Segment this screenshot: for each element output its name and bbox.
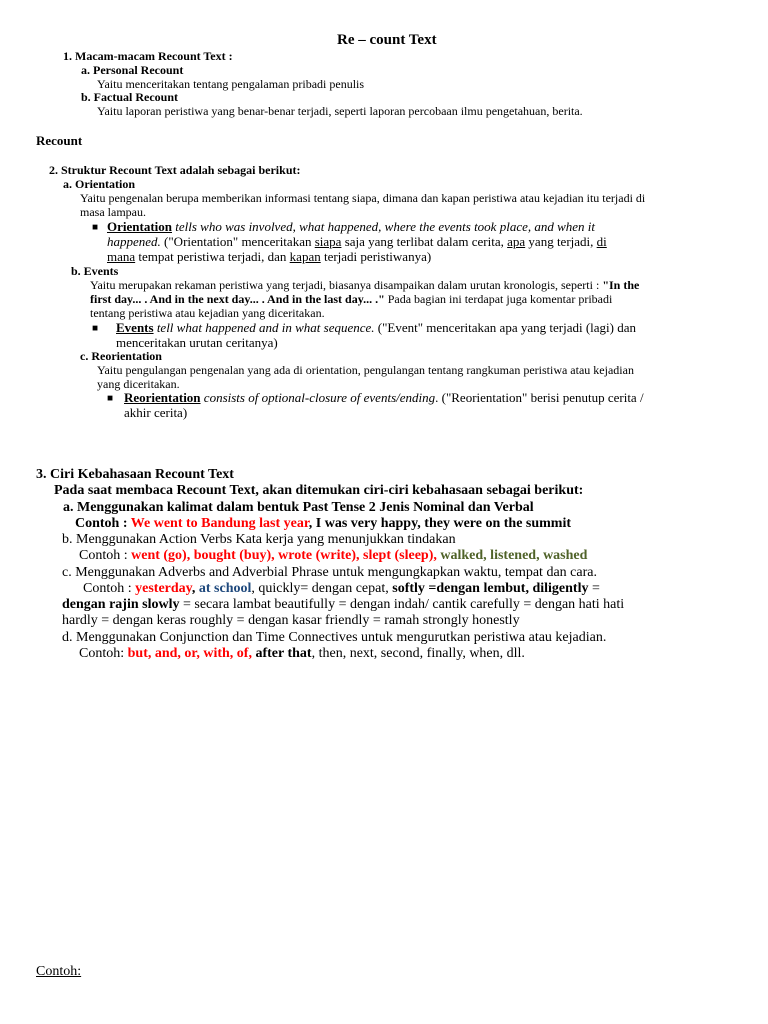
feature-c-heading: c. Menggunakan Adverbs and Adverbial Phrase untuk mengungkapkan waktu, tempat dan cara. (62, 565, 597, 580)
reorientation-bullet-line-1: Reorientation consists of optional-closure of events/ending. ("Reorientation" berisi penutup cerita / (124, 390, 644, 405)
orientation-term: Orientation (107, 219, 172, 234)
orientation-bullet-line-3: mana tempat peristiwa terjadi, dan kapan terjadi peristiwanya) (107, 249, 432, 264)
events-text-3: tentang peristiwa atau kejadian yang diceritakan. (90, 306, 325, 320)
reorientation-term: Reorientation (124, 390, 201, 405)
example-label: Contoh: (36, 964, 82, 979)
bullet-icon: ■ (92, 323, 99, 334)
feature-c-line-1: Contoh : yesterday, at school, quickly= dengan cepat, softly =dengan lembut, diligently = (83, 581, 600, 596)
reorientation-heading: c. Reorientation (80, 349, 162, 363)
feature-b-heading: b. Menggunakan Action Verbs Kata kerja yang menunjukkan tindakan (62, 532, 456, 547)
bullet-icon: ■ (92, 222, 99, 233)
feature-c-line-3: hardly = dengan keras roughly = dengan kasar friendly = ramah strongly honestly (62, 613, 520, 628)
events-bullet-line-2: menceritakan urutan ceritanya) (116, 335, 278, 350)
feature-d-example: Contoh: but, and, or, with, of, after that, then, next, second, finally, when, dll. (79, 646, 525, 661)
section-1-heading: 1. Macam-macam Recount Text : (63, 49, 233, 63)
reorientation-text-1: Yaitu pengulangan pengenalan yang ada di orientation, pengulangan tentang rangkuman peristiwa atau kejadian (97, 363, 634, 377)
events-bullet-line-1: Events tell what happened and in what sequence. ("Event" menceritakan apa yang terjadi (lagi) dan (116, 320, 636, 335)
factual-recount-text: Yaitu laporan peristiwa yang benar-benar terjadi, seperti laporan percobaan ilmu pengetahuan, berita. (97, 104, 583, 118)
bullet-icon: ■ (107, 393, 114, 404)
personal-recount-heading: a. Personal Recount (81, 63, 184, 77)
section-3-heading: 3. Ciri Kebahasaan Recount Text (36, 467, 234, 482)
personal-recount-text: Yaitu menceritakan tentang pengalaman pribadi penulis (97, 77, 365, 91)
events-term: Events (116, 320, 154, 335)
orientation-bullet-line-2: happened. ("Orientation" menceritakan siapa saja yang terlibat dalam cerita, apa yang terjadi, di (107, 234, 607, 249)
reorientation-text-2: yang diceritakan. (97, 377, 180, 391)
recount-label: Recount (36, 133, 83, 148)
section-2-heading: 2. Struktur Recount Text adalah sebagai berikut: (49, 163, 301, 177)
feature-a-example: Contoh : We went to Bandung last year, I was very happy, they were on the summit (75, 516, 572, 531)
events-heading: b. Events (71, 264, 119, 278)
page-title: Re – count Text (337, 32, 437, 48)
events-text-2: first day... . And in the next day... . And in the last day... ." Pada bagian ini terdapat juga komentar pribadi (90, 292, 613, 306)
feature-b-example: Contoh : went (go), bought (buy), wrote (write), slept (sleep), walked, listened, washed (79, 548, 588, 563)
orientation-bullet-line-1 (107, 219, 595, 234)
section-3-intro: Pada saat membaca Recount Text, akan ditemukan ciri-ciri kebahasaan sebagai berikut: (54, 483, 584, 498)
feature-c-line-2: dengan rajin slowly = secara lambat beautifully = dengan indah/ cantik carefully = dengan hati hati (62, 597, 625, 612)
events-text-1: Yaitu merupakan rekaman peristiwa yang terjadi, biasanya disampaikan dalam urutan kronologis, seperti : "In the (90, 278, 640, 292)
reorientation-bullet-line-2: akhir cerita) (124, 405, 188, 420)
feature-a-heading: a. Menggunakan kalimat dalam bentuk Past Tense 2 Jenis Nominal dan Verbal (63, 500, 534, 515)
orientation-heading: a. Orientation (63, 177, 135, 191)
feature-d-heading: d. Menggunakan Conjunction dan Time Connectives untuk mengurutkan peristiwa atau kejadian. (62, 630, 607, 645)
orientation-definition: tells who was involved, what happened, where the events took place, and when it (172, 219, 596, 234)
orientation-text-1: Yaitu pengenalan berupa memberikan informasi tentang siapa, dimana dan kapan peristiwa atau kejadian itu terjadi di (80, 191, 646, 205)
orientation-text-2: masa lampau. (80, 205, 146, 219)
factual-recount-heading: b. Factual Recount (81, 90, 178, 104)
